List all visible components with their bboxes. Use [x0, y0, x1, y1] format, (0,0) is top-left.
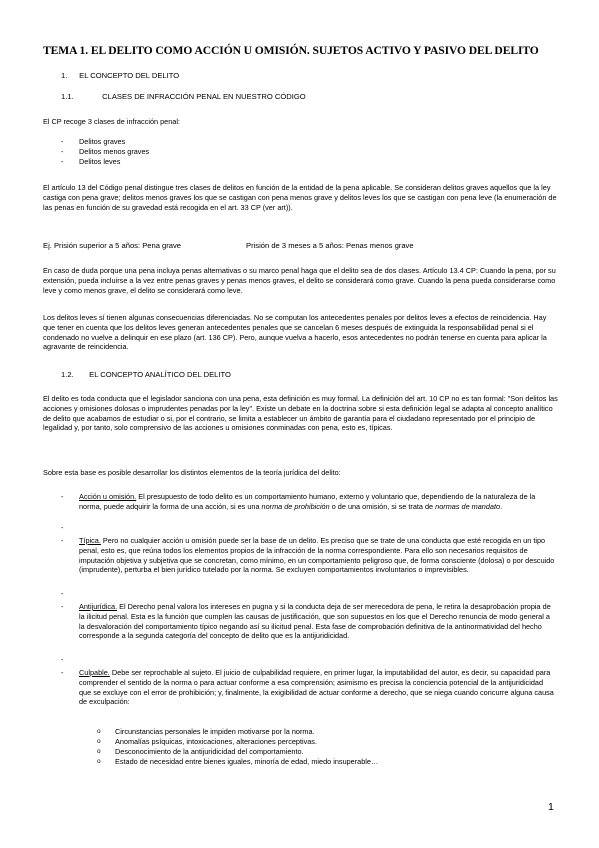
section-heading-1: [61, 71, 179, 80]
list-dash: -: [61, 157, 64, 166]
circle-bullet: o: [97, 758, 101, 765]
section-number: 1.: [61, 71, 68, 80]
element-term: Acción u omisión.: [79, 492, 137, 501]
example-grave: Ej. Prisión superior a 5 años: Pena grave: [43, 241, 182, 250]
list-dash: -: [61, 137, 64, 146]
list-item: Delitos menos graves: [79, 147, 150, 156]
element-emphasis: norma de prohibición: [261, 501, 330, 511]
element-culpable: [79, 668, 557, 707]
list-dash: -: [61, 668, 64, 677]
list-dash: -: [61, 523, 64, 532]
list-dash: -: [61, 589, 64, 598]
section-heading-1-2: [61, 370, 231, 379]
list-dash: -: [61, 536, 64, 545]
element-text: El Derecho penal valora los intereses en pugna y si la conducta deja de ser merecedora de pena, le retira la desaprobación propia de la ilicitud penal. Esta es la función que cumplen las causas de justificación, que son supuestos en los que el Derecho renuncia de modo general a la desvaloración del comportamiento típico negando así su ilicitud penal. Esta fase de comprobación definitiva de la antinormatividad del hecho corresponde a la segunda categoría del concepto de delito que es la antijuridicidad.: [79, 602, 551, 641]
list-dash: -: [61, 147, 64, 156]
element-emphasis: normas de mandato: [435, 501, 501, 511]
circumstance-item: Circunstancias personales le impiden motivarse por la norma.: [115, 727, 315, 736]
element-antijuridica: [79, 602, 557, 641]
paragraph-art13: El artículo 13 del Código penal distingue tres clases de delitos en función de la entidad de la pena aplicable. Se consideran delitos graves aquellos que la ley castiga con pena grave; delitos menos graves los que se castigan con pena menos grave y delitos leves los que se castigan con pena leve (la enumeración de las penas en función de su gravedad está recogida en el art. 33 CP (ver art)).: [43, 183, 557, 212]
list-item: Delitos leves: [79, 157, 121, 166]
paragraph-legislador: El delito es toda conducta que el legislador sanciona con una pena, esta definición es muy formal. La definición del art. 10 CP no es tan formal: "Son delitos las acciones y omisiones dolosas o imprudentes penadas por la ley". Existe un debate en la doctrina sobre si esta definición legal se adapta al concepto analítico de delito que acabamos de estudiar o si, por el contrario, se limita a establecer un ámbito de garantía para el ciudadano representado por el principio de legalidad y, por tanto, solo comprensivo de las acciones u omisiones conminadas con pena, esto es, típicas.: [43, 394, 558, 433]
section-label: EL CONCEPTO ANALÍTICO DEL DELITO: [89, 370, 231, 379]
section-number: 1.1.: [61, 92, 74, 101]
element-tipica: [79, 536, 557, 575]
element-text: Debe ser reprochable al sujeto. El juicio de culpabilidad requiere, en primer lugar, la imputabilidad del autor, es decir, su capacidad para comprender el sentido de la norma o para actuar conforme a esa comprensión; asimismo es precisa la conciencia potencial de la antijuridicidad que se excluye con el error de prohibición; y, finalmente, la exigibilidad de actuar conforme a derecho, que se niega cuando concurre alguna causa de exculpación:: [79, 668, 554, 707]
page-number: 1: [548, 801, 554, 813]
list-dash: -: [61, 602, 64, 611]
element-accion: [79, 492, 557, 512]
section-label: CLASES DE INFRACCIÓN PENAL EN NUESTRO CÓDIGO: [102, 92, 306, 101]
example-menos-grave: Prisión de 3 meses a 5 años: Penas menos grave: [246, 241, 414, 250]
paragraph-base: Sobre esta base es posible desarrollar los distintos elementos de la teoría jurídica del delito:: [43, 468, 341, 477]
list-item: Delitos graves: [79, 137, 126, 146]
intro-paragraph: El CP recoge 3 clases de infracción penal:: [43, 117, 180, 126]
circumstance-item: Anomalías psíquicas, intoxicaciones, alteraciones perceptivas.: [115, 737, 317, 746]
circle-bullet: o: [97, 748, 101, 755]
element-text: o de una omisión, si se trata de: [329, 501, 436, 511]
paragraph-leves: Los delitos leves sí tienen algunas consecuencias diferenciadas. No se computan los antecedentes penales por delitos leves a efectos de reincidencia. Hay que tener en cuenta que los delitos leves generan antecedentes penales que se cancelan 6 meses después de extinguida la responsabilidad penal si el condenado no vuelve a delinquir en ese plazo (art. 136 CP). Pero, aunque vuelva a hacerlo, esos antecedentes no podrán tenerse en cuenta para aplicar la agravante de reincidencia.: [43, 313, 547, 352]
paragraph-duda: En caso de duda porque una pena incluya penas alternativas o su marco penal haga que el delito sea de dos clases. Artículo 13.4 CP: Cuando la pena, por su extensión, pueda incluirse a la vez entre penas graves y penas menos graves, el delito se considerará como grave. Cuando la pena pueda considerarse como leve y como menos grave, el delito se considerará como leve.: [43, 266, 556, 295]
circle-bullet: o: [97, 738, 101, 745]
list-dash: -: [61, 492, 64, 501]
section-label: EL CONCEPTO DEL DELITO: [79, 71, 180, 80]
circumstance-item: Estado de necesidad entre bienes iguales, minoría de edad, miedo insuperable…: [115, 757, 379, 766]
list-dash: -: [61, 655, 64, 664]
element-text: Pero no cualquier acción u omisión puede ser la base de un delito. Es preciso que se trate de una conducta que esté recogida en un tipo penal, esto es, que reúna todos los elementos propios de la infracción de la norma correspondiente. Para ello son necesarios requisitos de imputación objetiva y subjetiva que se concretan, como mínimo, en un comportamiento peligroso que, de forma consciente (dolosa) o por descuido (imprudente), perturba el bien jurídico tutelado por la norma. Se excluyen comportamientos involuntarios o imprevisibles.: [79, 536, 555, 575]
circumstance-item: Desconocimiento de la antijuridicidad del comportamiento.: [115, 747, 304, 756]
section-number: 1.2.: [61, 370, 74, 379]
element-term: Típica.: [79, 536, 101, 545]
section-heading-1-1: [61, 92, 306, 101]
element-term: Antijurídica.: [79, 602, 118, 611]
element-text: .: [500, 501, 503, 511]
element-term: Culpable.: [79, 668, 110, 677]
element-text: El presupuesto de todo delito es un comportamiento humano, externo y voluntario que, dependiendo de la naturaleza de la norma, puede adquirir la forma de una acción, si es una: [79, 492, 536, 511]
circle-bullet: o: [97, 728, 101, 735]
document-title: TEMA 1. EL DELITO COMO ACCIÓN U OMISIÓN. SUJETOS ACTIVO Y PASIVO DEL DELITO: [43, 44, 539, 57]
